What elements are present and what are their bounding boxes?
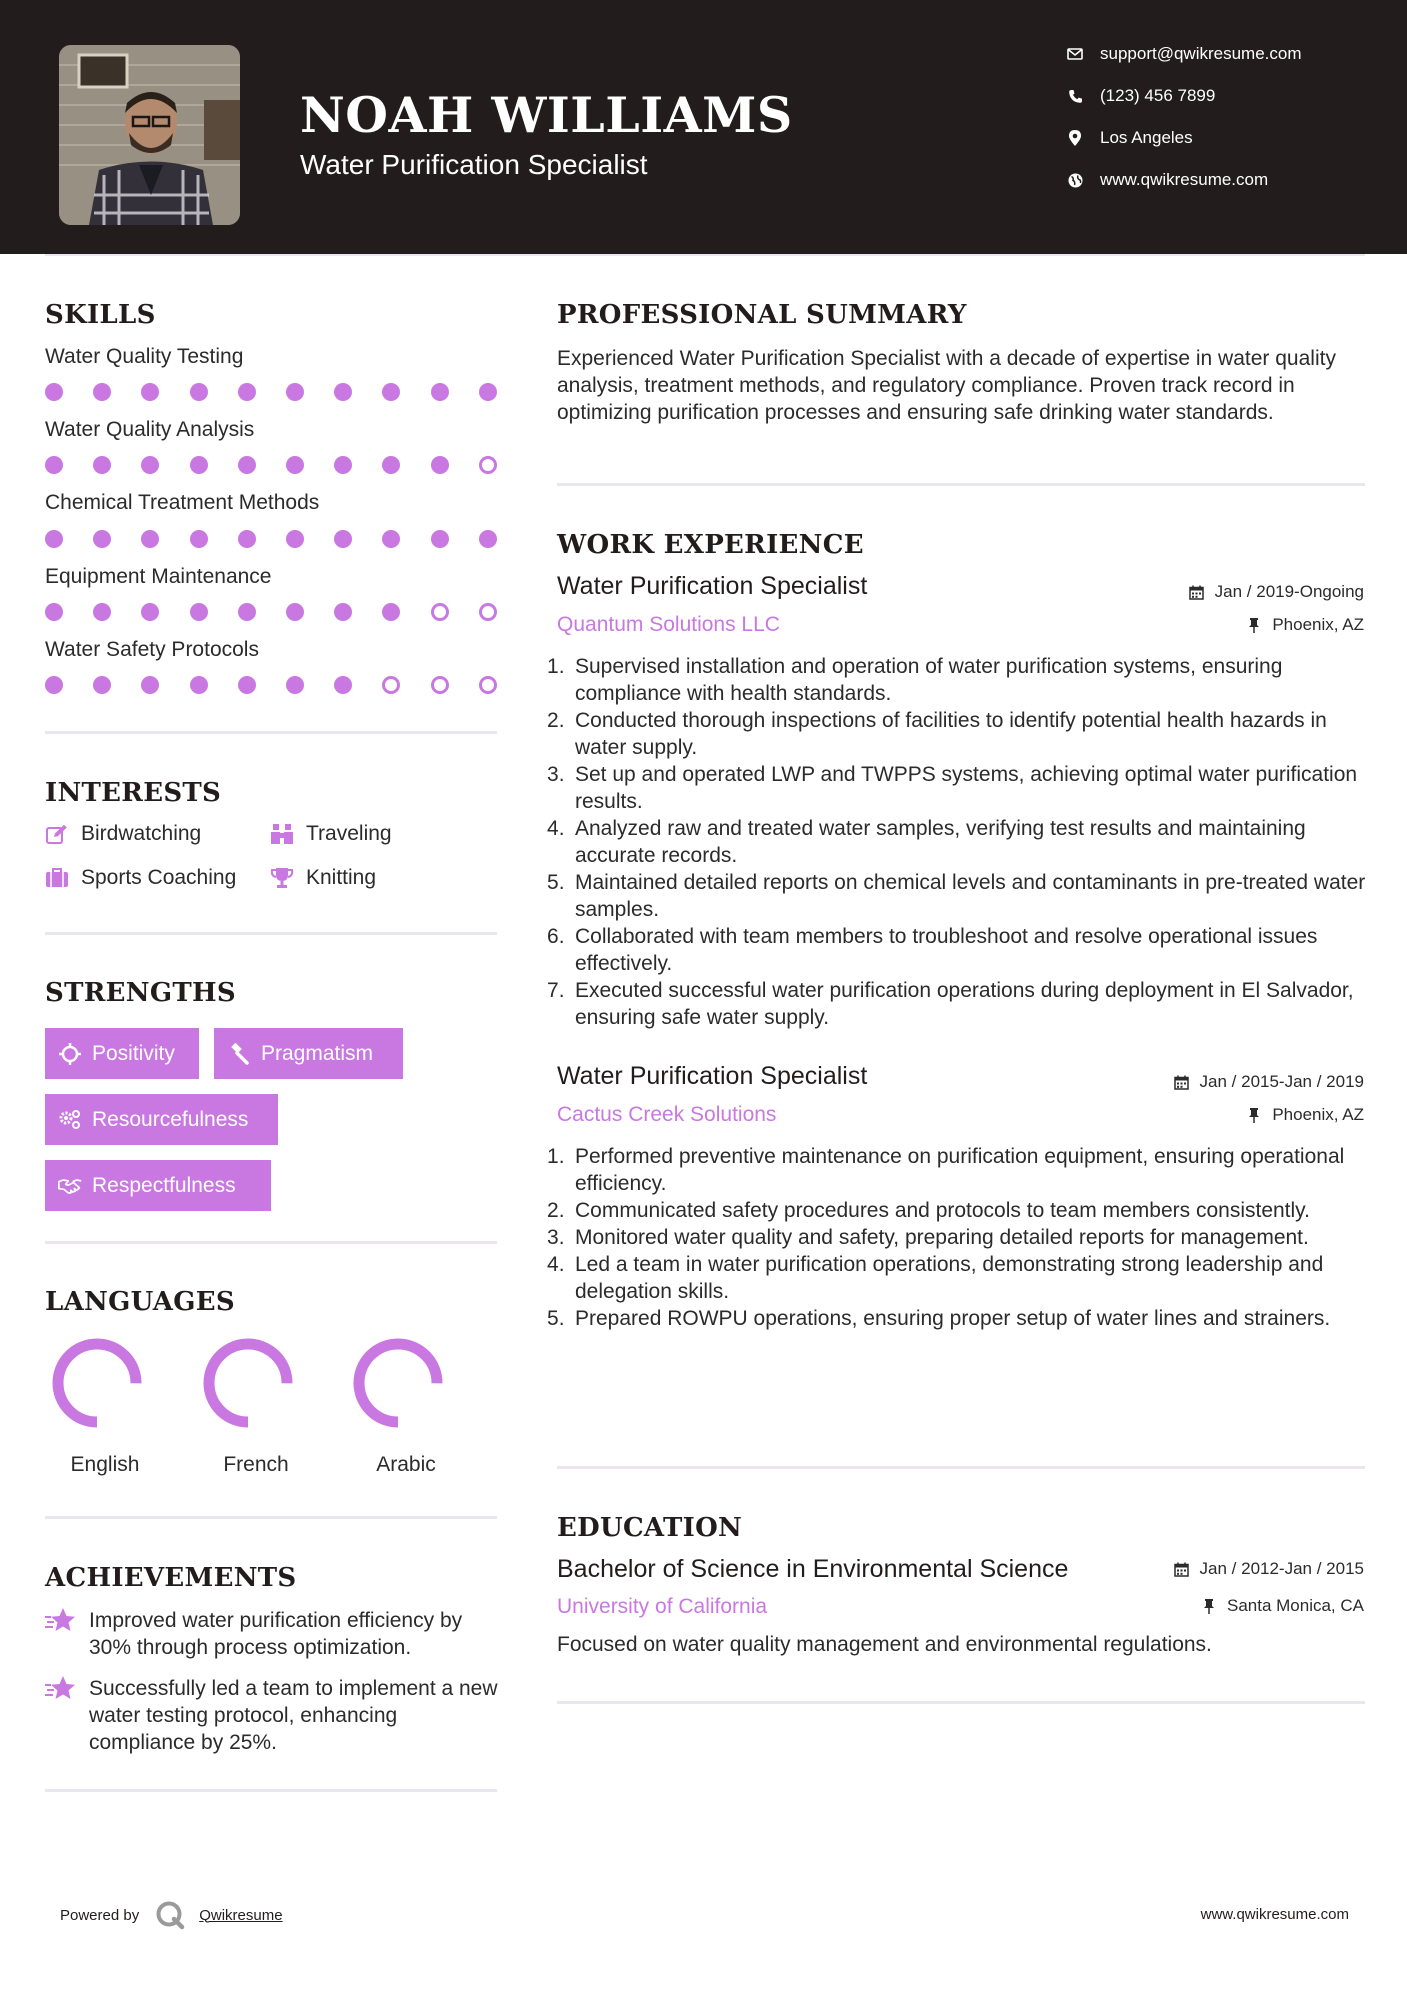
sun-icon	[58, 1042, 82, 1066]
skill-name: Chemical Treatment Methods	[45, 491, 320, 514]
map-pin-icon	[1066, 129, 1084, 147]
strength-label: Positivity	[92, 1041, 175, 1065]
skill-dot-filled	[286, 676, 304, 694]
company-name: Quantum Solutions LLC	[557, 613, 780, 636]
duty-item: Maintained detailed reports on chemical levels and contaminants in pre-treated water samples.	[575, 871, 1366, 921]
skill-dot-filled	[382, 383, 400, 401]
skill-name: Water Quality Analysis	[45, 418, 255, 441]
skill-name: Equipment Maintenance	[45, 565, 272, 588]
skills-title: SKILLS	[45, 300, 156, 330]
duty-item: Analyzed raw and treated water samples, verifying test results and maintaining accurate records.	[575, 817, 1306, 867]
strength-badge	[45, 1160, 271, 1211]
skill-dot-filled	[93, 456, 111, 474]
strengths-title: STRENGTHS	[45, 978, 236, 1008]
language-level-arc	[58, 1344, 136, 1422]
calendar-icon	[1174, 1561, 1190, 1577]
job-location	[1246, 615, 1364, 635]
skill-dot-filled	[190, 383, 208, 401]
skill-dot-filled	[45, 676, 63, 694]
skill-dot-filled	[238, 676, 256, 694]
duty-item: Prepared ROWPU operations, ensuring proper setup of water lines and strainers.	[575, 1307, 1331, 1330]
education-location-text: Santa Monica, CA	[1226, 1596, 1364, 1615]
skill-dot-filled	[45, 383, 63, 401]
skill-dot-filled	[93, 383, 111, 401]
interest-label: Knitting	[306, 866, 377, 889]
strength-badge	[214, 1028, 403, 1079]
achievements-title: ACHIEVEMENTS	[45, 1563, 297, 1593]
skill-dot-empty	[431, 603, 449, 621]
interest-item	[45, 822, 201, 846]
pushpin-icon	[1246, 617, 1262, 633]
duty-item: Supervised installation and operation of water purification systems, ensuring compliance with health standards.	[575, 655, 1283, 705]
footer-powered-by	[60, 1900, 283, 1930]
job-dates-text: Jan / 2015-Jan / 2019	[1199, 1072, 1364, 1091]
duty-item: Conducted thorough inspections of facilities to identify potential health hazards in water supply.	[575, 709, 1327, 759]
contact-phone[interactable]	[1066, 81, 1386, 111]
education-location	[1201, 1596, 1364, 1616]
skill-dot-filled	[238, 603, 256, 621]
pushpin-icon	[1246, 1107, 1262, 1123]
job-title: Water Purification Specialist	[557, 572, 868, 600]
section-divider	[45, 1516, 497, 1519]
powered-by-text: Powered by	[60, 1906, 140, 1924]
contact-text: www.qwikresume.com	[1100, 170, 1269, 189]
education-dates-text: Jan / 2012-Jan / 2015	[1199, 1559, 1364, 1578]
skill-dot-filled	[382, 603, 400, 621]
duties-list	[557, 653, 1367, 1031]
language-ring	[201, 1336, 295, 1430]
candidate-role: Water Purification Specialist	[300, 149, 648, 180]
skill-rating	[45, 676, 500, 696]
interest-item	[270, 866, 376, 890]
section-divider	[45, 1241, 497, 1244]
skill-dot-filled	[286, 383, 304, 401]
skill-dot-filled	[286, 603, 304, 621]
profile-photo	[59, 45, 240, 225]
job-title: Water Purification Specialist	[557, 1062, 868, 1090]
skill-dot-filled	[431, 456, 449, 474]
calendar-icon	[1174, 1074, 1190, 1090]
education-description: Focused on water quality management and environmental regulations.	[557, 1633, 1212, 1656]
skill-rating	[45, 530, 500, 550]
skill-dot-filled	[431, 530, 449, 548]
duty-item: Led a team in water purification operations, demonstrating strong leadership and delegation skills.	[575, 1253, 1324, 1303]
skill-dot-empty	[479, 456, 497, 474]
skill-dot-filled	[286, 456, 304, 474]
duties-list	[557, 1143, 1367, 1332]
achievement-text: Successfully led a team to implement a new water testing protocol, enhancing compliance by 25%.	[89, 1677, 498, 1754]
summary-text: Experienced Water Purification Specialist with a decade of expertise in water quality analysis, treatment methods, and regulatory compliance. Proven track record in optimizing purification processes and ensuring safe drinking water standards.	[557, 347, 1336, 424]
strength-label: Resourcefulness	[92, 1107, 249, 1131]
star-icon	[45, 1675, 77, 1703]
skill-rating	[45, 603, 500, 623]
candidate-name: NOAH WILLIAMS	[300, 86, 793, 144]
language-name: English	[70, 1453, 140, 1476]
section-divider	[45, 1789, 497, 1792]
skill-dot-filled	[238, 530, 256, 548]
language-ring	[50, 1336, 144, 1430]
interest-label: Birdwatching	[81, 822, 202, 845]
resume-header	[0, 0, 1407, 254]
interest-label: Sports Coaching	[81, 866, 237, 889]
brand-link[interactable]: Qwikresume	[199, 1906, 283, 1924]
section-divider	[45, 932, 497, 935]
school-name: University of California	[557, 1595, 768, 1618]
skill-dot-filled	[334, 676, 352, 694]
job-dates	[1174, 1072, 1364, 1092]
skill-dot-empty	[431, 676, 449, 694]
strength-label: Respectfulness	[92, 1173, 236, 1197]
job-location	[1246, 1105, 1364, 1125]
section-divider	[45, 731, 497, 734]
skill-dot-filled	[334, 456, 352, 474]
contact-text: (123) 456 7899	[1100, 86, 1216, 105]
skill-dot-filled	[190, 456, 208, 474]
duty-item: Monitored water quality and safety, preparing detailed reports for management.	[575, 1226, 1309, 1249]
skill-dot-filled	[238, 456, 256, 474]
strength-badge	[45, 1094, 278, 1145]
skill-dot-filled	[141, 676, 159, 694]
strength-label: Pragmatism	[261, 1041, 374, 1065]
skill-dot-empty	[479, 603, 497, 621]
gears-icon	[58, 1108, 82, 1132]
interest-item	[45, 866, 236, 890]
job-location-text: Phoenix, AZ	[1272, 1105, 1364, 1124]
skill-dot-filled	[45, 530, 63, 548]
suitcase-icon	[45, 866, 69, 890]
skill-dot-filled	[190, 603, 208, 621]
skill-dot-filled	[334, 603, 352, 621]
interests-title: INTERESTS	[45, 778, 222, 808]
summary-title: PROFESSIONAL SUMMARY	[557, 300, 967, 330]
skill-dot-empty	[382, 676, 400, 694]
skill-dot-empty	[479, 676, 497, 694]
header-divider	[45, 254, 1365, 256]
job-dates	[1189, 582, 1364, 602]
pushpin-icon	[1201, 1598, 1217, 1614]
contact-email[interactable]	[1066, 39, 1386, 69]
duty-item: Performed preventive maintenance on purification equipment, ensuring operational efficiency.	[575, 1145, 1345, 1195]
skill-dot-filled	[141, 603, 159, 621]
languages-title: LANGUAGES	[45, 1287, 235, 1317]
duty-item: Communicated safety procedures and protocols to team members consistently.	[575, 1199, 1310, 1222]
skill-rating	[45, 383, 500, 403]
duty-item: Executed successful water purification operations during deployment in El Salvador, ensuring safe water supply.	[575, 979, 1354, 1029]
achievement-item	[45, 1607, 505, 1661]
duty-item: Set up and operated LWP and TWPPS systems, achieving optimal water purification results.	[575, 763, 1358, 813]
language-name: Arabic	[376, 1453, 436, 1476]
language-level-arc	[209, 1344, 287, 1422]
experience-title: WORK EXPERIENCE	[557, 530, 864, 560]
globe-icon	[1066, 171, 1084, 189]
skill-dot-filled	[238, 383, 256, 401]
interest-label: Traveling	[306, 822, 392, 845]
skill-dot-filled	[141, 530, 159, 548]
achievement-text: Improved water purification efficiency by 30% through process optimization.	[89, 1609, 463, 1659]
skill-dot-filled	[45, 456, 63, 474]
strength-badge	[45, 1028, 199, 1079]
skill-dot-filled	[93, 676, 111, 694]
skill-dot-filled	[190, 676, 208, 694]
section-divider	[557, 1466, 1365, 1469]
qwikresume-logo-icon	[155, 1900, 185, 1930]
skill-dot-filled	[479, 383, 497, 401]
education-title: EDUCATION	[557, 1513, 743, 1543]
skill-name: Water Safety Protocols	[45, 638, 259, 661]
footer-website[interactable]: www.qwikresume.com	[1200, 1906, 1349, 1923]
skill-dot-filled	[334, 383, 352, 401]
achievement-item	[45, 1675, 505, 1756]
language-name: French	[223, 1453, 289, 1476]
trophy-icon	[270, 866, 294, 890]
skill-dot-filled	[190, 530, 208, 548]
duty-item: Collaborated with team members to troubleshoot and resolve operational issues effectively.	[575, 925, 1318, 975]
skill-dot-filled	[93, 603, 111, 621]
skill-dot-filled	[382, 530, 400, 548]
education-dates	[1174, 1559, 1364, 1579]
gavel-icon	[227, 1042, 251, 1066]
skill-dot-filled	[93, 530, 111, 548]
contact-location	[1066, 123, 1386, 153]
phone-icon	[1066, 87, 1084, 105]
section-divider	[557, 1701, 1365, 1704]
section-divider	[557, 483, 1365, 486]
handshake-icon	[58, 1174, 82, 1198]
contact-text: support@qwikresume.com	[1100, 44, 1302, 63]
skill-dot-filled	[141, 383, 159, 401]
skill-dot-filled	[431, 383, 449, 401]
skill-dot-filled	[286, 530, 304, 548]
skill-dot-filled	[334, 530, 352, 548]
skill-dot-filled	[382, 456, 400, 474]
skill-dot-filled	[479, 530, 497, 548]
pencil-square-icon	[45, 822, 69, 846]
language-level-arc	[359, 1344, 437, 1422]
envelope-icon	[1066, 45, 1084, 63]
job-location-text: Phoenix, AZ	[1272, 615, 1364, 634]
contact-website[interactable]	[1066, 165, 1386, 195]
interest-item	[270, 822, 392, 846]
skill-name: Water Quality Testing	[45, 345, 244, 368]
skill-rating	[45, 456, 500, 476]
calendar-icon	[1189, 584, 1205, 600]
contact-text: Los Angeles	[1100, 128, 1193, 147]
skill-dot-filled	[141, 456, 159, 474]
job-dates-text: Jan / 2019-Ongoing	[1214, 582, 1364, 601]
skill-dot-filled	[45, 603, 63, 621]
binoculars-icon	[270, 822, 294, 846]
company-name: Cactus Creek Solutions	[557, 1103, 777, 1126]
degree-title: Bachelor of Science in Environmental Science	[557, 1555, 1069, 1583]
language-ring	[351, 1336, 445, 1430]
star-icon	[45, 1607, 77, 1635]
